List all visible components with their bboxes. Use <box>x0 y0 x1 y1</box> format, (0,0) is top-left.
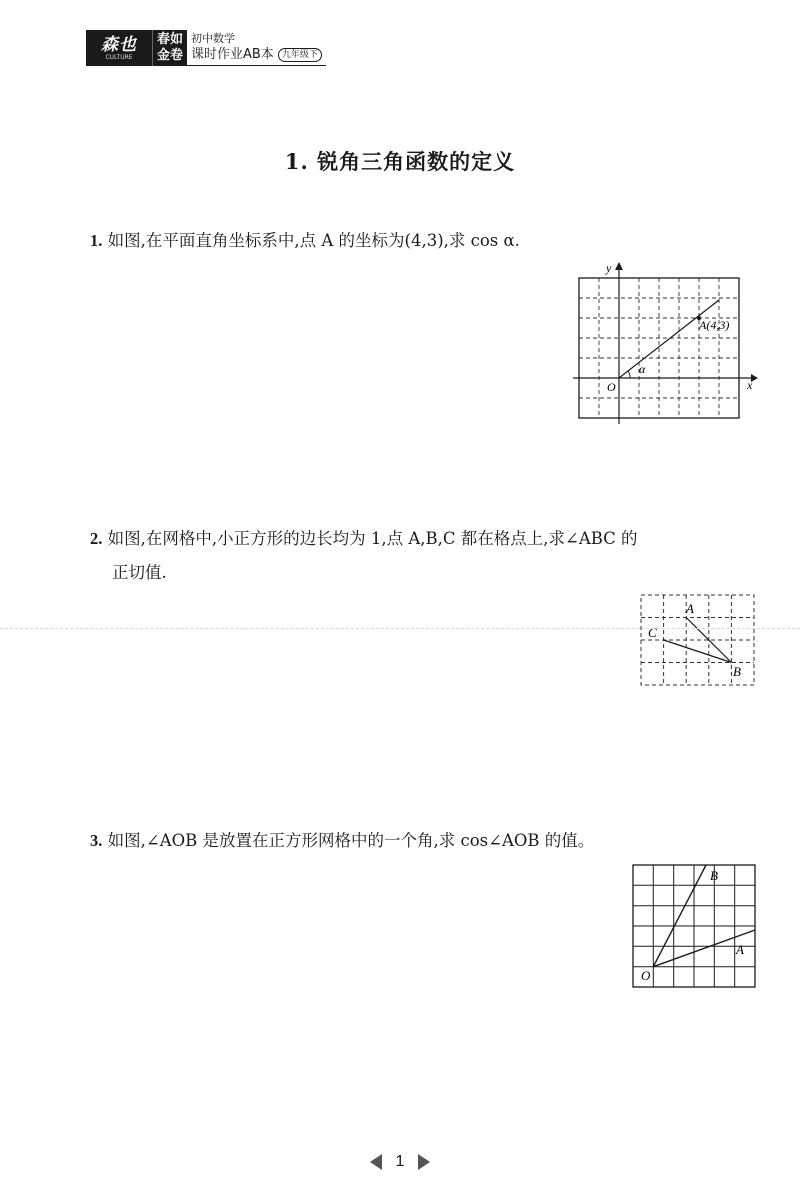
question-text: 如图,在网格中,小正方形的边长均为 1,点 A,B,C 都在格点上,求∠ABC 的 <box>107 529 638 548</box>
figure-2-grid <box>636 590 761 694</box>
origin-label: O <box>607 380 616 394</box>
label-a: A <box>736 942 744 957</box>
y-axis-arrow-icon <box>615 262 623 270</box>
alpha-label: α <box>639 362 646 376</box>
question-text: 如图,∠AOB 是放置在正方形网格中的一个角,求 cos∠AOB 的值。 <box>107 831 595 850</box>
label-b: B <box>733 664 741 679</box>
page-footer <box>0 1153 800 1171</box>
question-number: 1. <box>90 231 103 250</box>
logo-subtext: CULTURE <box>105 53 133 61</box>
label-o: O <box>641 968 651 983</box>
next-page-icon[interactable] <box>418 1154 430 1170</box>
grade-badge: 九年级下 <box>278 48 322 62</box>
series-name: 课时作业AB本 <box>191 47 274 62</box>
brand-box <box>152 30 187 66</box>
series-title <box>187 30 326 66</box>
question-number: 3. <box>90 831 103 850</box>
x-axis-label: x <box>747 378 753 392</box>
grid-lines <box>579 278 739 418</box>
logo-script: 森也 <box>101 34 137 55</box>
label-b: B <box>710 868 718 883</box>
page-divider <box>0 628 800 629</box>
segment-cb <box>664 640 732 663</box>
series-name-row <box>191 46 322 64</box>
point-a-label: A(4,3) <box>699 318 730 332</box>
previous-page-icon[interactable] <box>370 1154 382 1170</box>
figure-1-coordinate-grid <box>570 258 760 432</box>
brand-line-1: 春如 <box>156 32 183 47</box>
book-header <box>86 30 326 66</box>
coordinate-grid-svg <box>570 258 760 428</box>
label-c: C <box>648 625 657 640</box>
aob-grid-svg <box>628 860 760 992</box>
page-number: 1 <box>395 1153 405 1170</box>
question-2 <box>90 524 638 554</box>
figure-3-grid <box>628 860 760 996</box>
solid-grid <box>633 865 755 987</box>
publisher-logo <box>86 30 152 66</box>
abc-grid-svg <box>636 590 761 690</box>
ray-oa <box>619 300 719 378</box>
question-3 <box>90 826 594 856</box>
angle-arc <box>628 371 630 378</box>
question-2-continuation: 正切值. <box>112 563 167 582</box>
y-axis-label: y <box>606 261 612 275</box>
question-text: 如图,在平面直角坐标系中,点 A 的坐标为(4,3),求 cos α. <box>107 231 520 250</box>
brand-line-2: 金卷 <box>156 48 183 63</box>
ray-ob <box>653 865 706 967</box>
label-a: A <box>686 601 694 616</box>
question-1 <box>90 226 520 256</box>
series-subject: 初中数学 <box>191 32 235 45</box>
section-title: 1. 锐角三角函数的定义 <box>284 149 516 174</box>
question-number: 2. <box>90 529 103 548</box>
